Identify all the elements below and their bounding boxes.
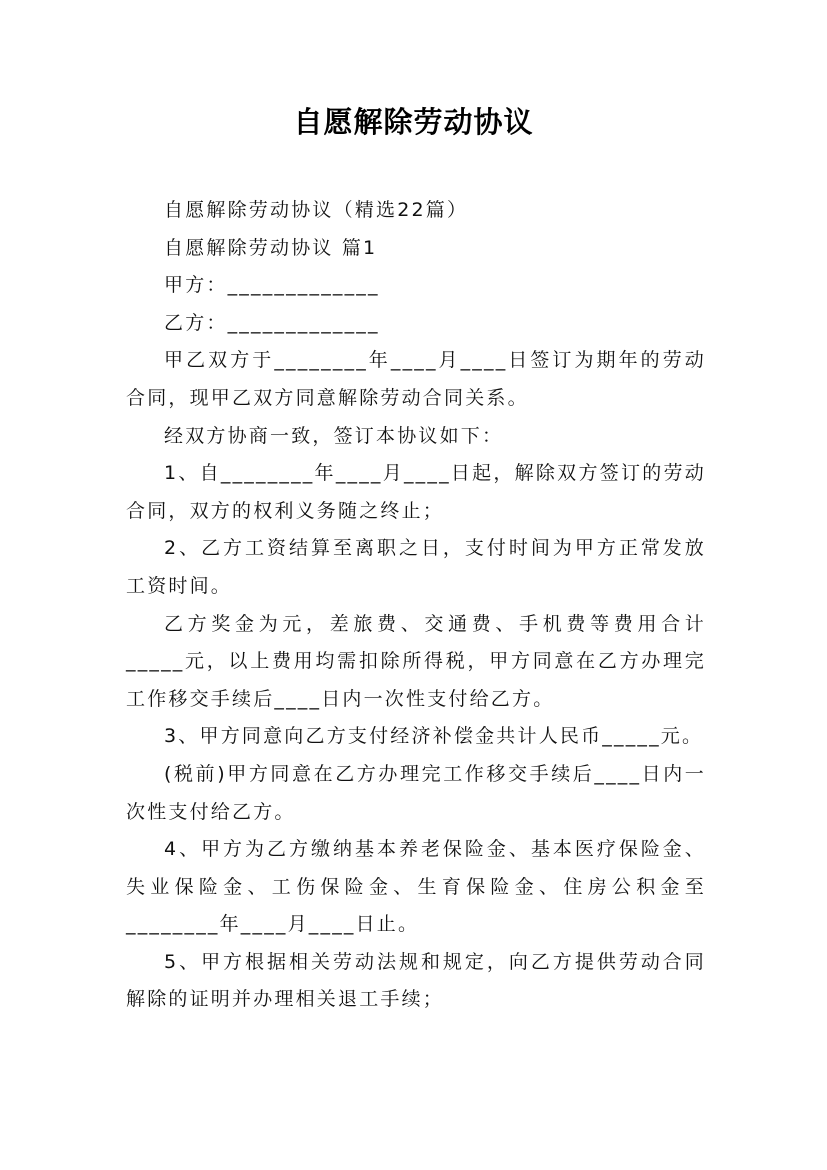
paragraph-clause-5: 5、甲方根据相关劳动法规和规定，向乙方提供劳动合同解除的证明并办理相关退工手续； <box>126 950 706 1011</box>
paragraph-contract-date: 甲乙双方于________年____月____日签订为期年的劳动合同，现甲乙双方同意解除劳动合同关系。 <box>126 349 706 409</box>
paragraph-clause-1: 1、自________年____月____日起，解除双方签订的劳动合同，双方的权利义务随之终止； <box>126 462 706 522</box>
paragraph-bonus: 乙方奖金为元，差旅费、交通费、手机费等费用合计_____元，以上费用均需扣除所得税，甲方同意在乙方办理完工作移交手续后____日内一次性支付给乙方。 <box>126 612 706 710</box>
paragraph-clause-4: 4、甲方为乙方缴纳基本养老保险金、基本医疗保险金、失业保险金、工伤保险金、生育保险金、住房公积金至________年____月____日止。 <box>126 838 706 936</box>
paragraph-pretax-payment: (税前)甲方同意在乙方办理完工作移交手续后____日内一次性支付给乙方。 <box>126 762 706 823</box>
paragraph-clause-3: 3、甲方同意向乙方支付经济补偿金共计人民币_____元。 <box>164 725 704 748</box>
paragraph-party-b: 乙方：_____________ <box>164 311 380 334</box>
paragraph-clause-2: 2、乙方工资结算至离职之日，支付时间为甲方正常发放工资时间。 <box>126 537 706 597</box>
paragraph-party-a: 甲方：_____________ <box>164 274 380 297</box>
document-title: 自愿解除劳动协议 <box>293 105 534 139</box>
document-body <box>126 192 706 1019</box>
paragraph-section-heading: 自愿解除劳动协议 篇1 <box>164 236 378 259</box>
paragraph-subtitle: 自愿解除劳动协议（精选22篇） <box>164 199 469 221</box>
paragraph-agreement-intro: 经双方协商一致，签订本协议如下： <box>164 424 504 447</box>
